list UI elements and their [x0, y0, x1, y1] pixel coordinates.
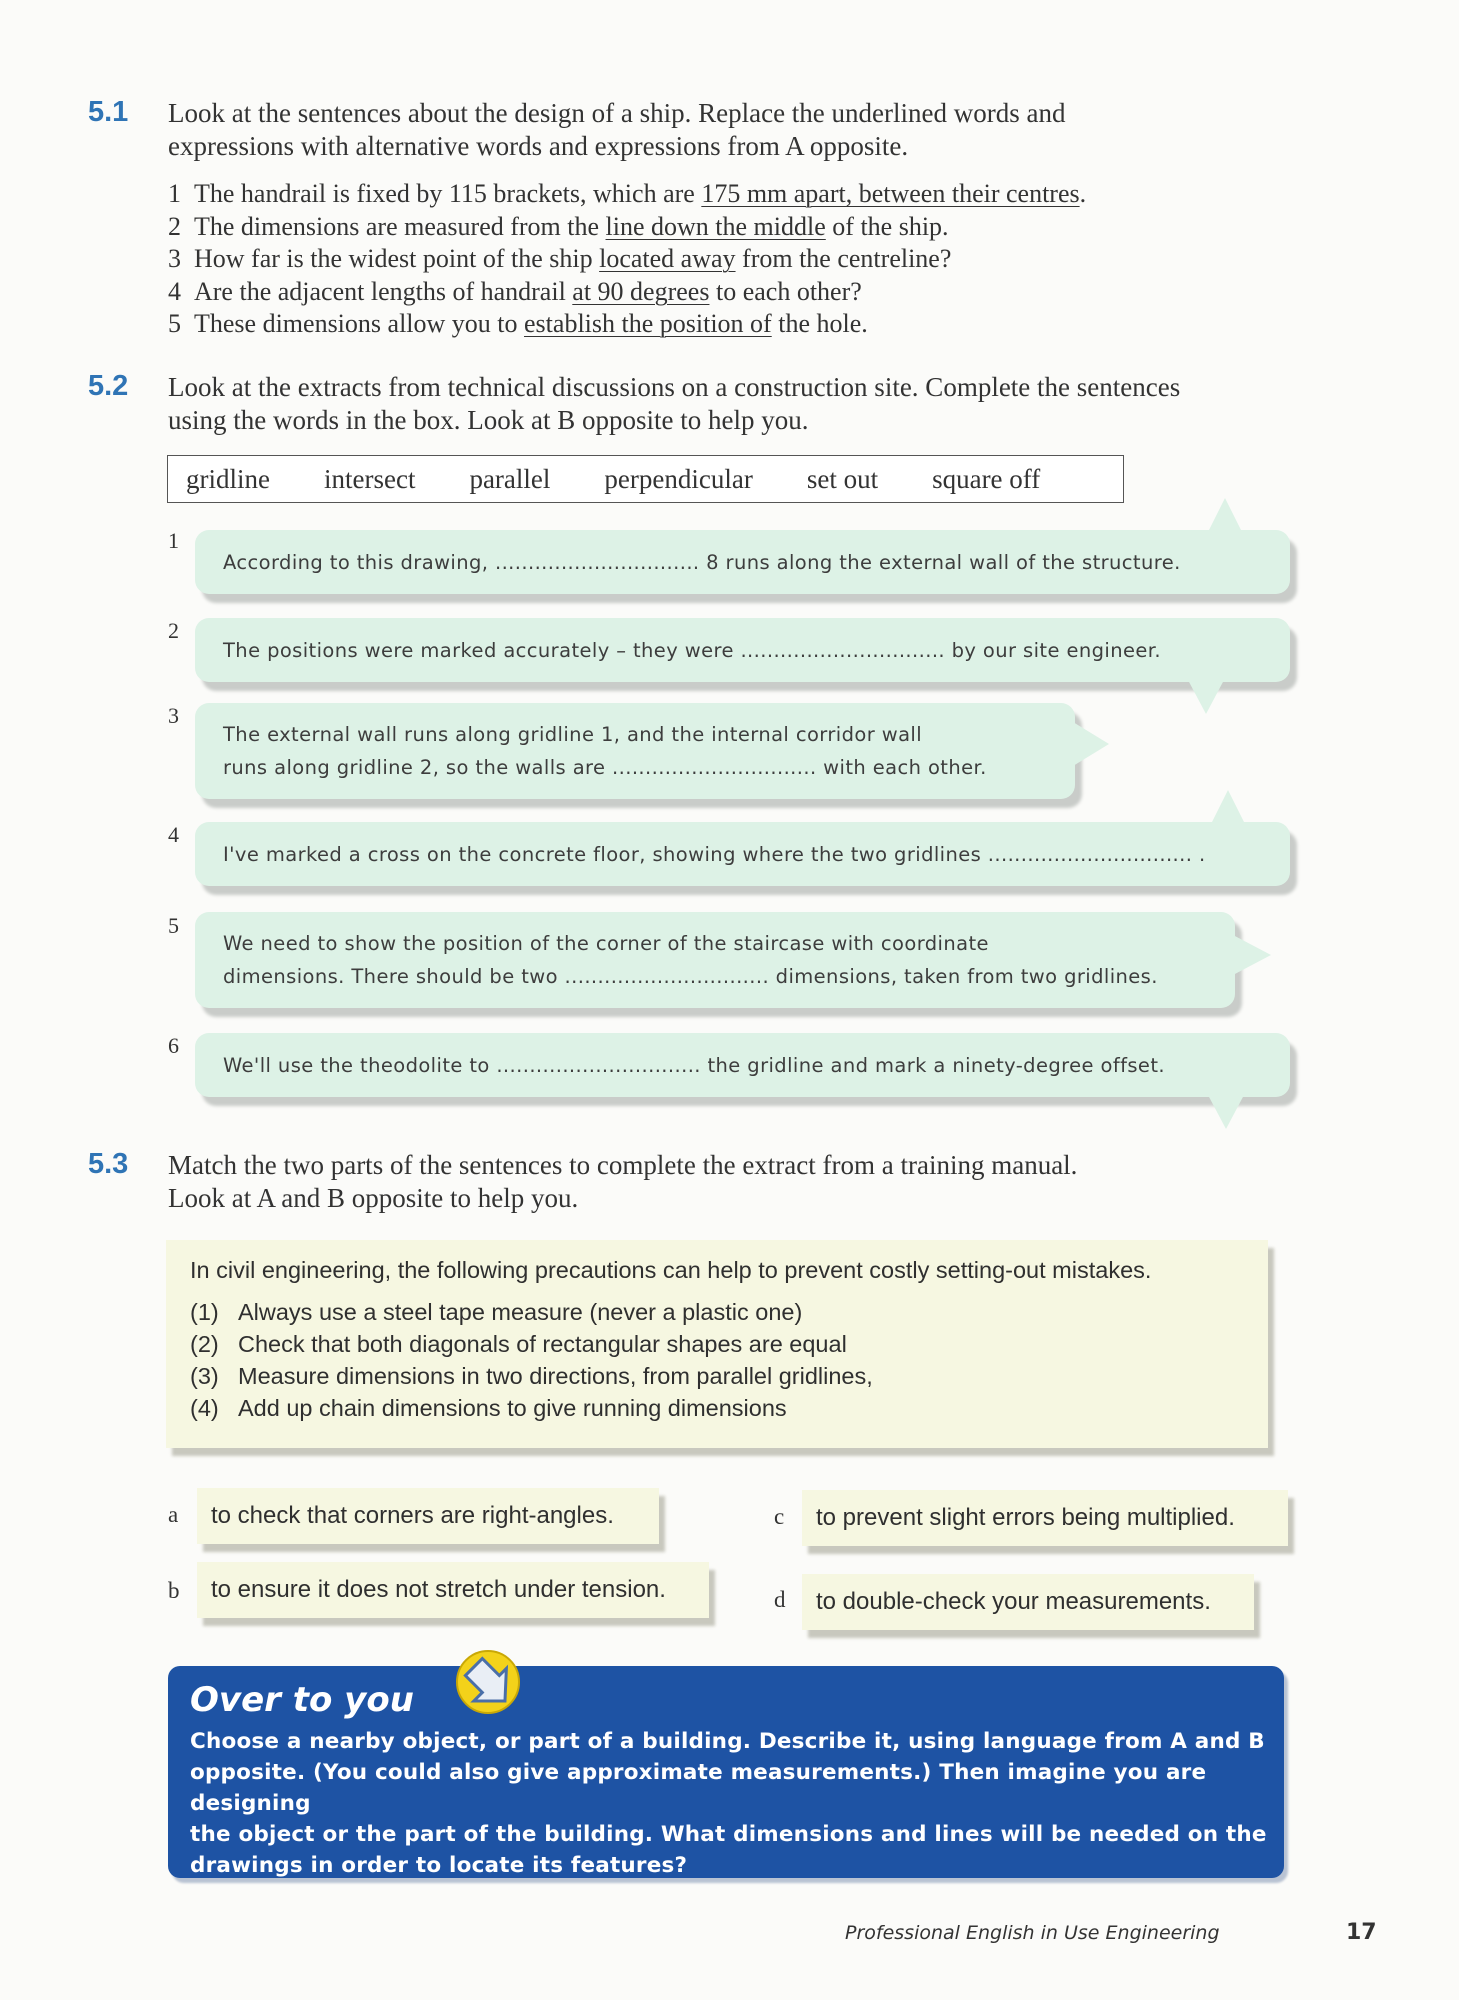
option-letter: c: [774, 1504, 785, 1529]
underlined-expression: establish the position of: [524, 309, 772, 338]
item-text: The dimensions are measured from the: [194, 211, 606, 241]
list-item: [168, 211, 1348, 244]
list-item: [190, 1296, 1268, 1328]
option-text: to prevent slight errors being multiplied.: [816, 1504, 1235, 1531]
exercise-5-1-instruction: [168, 97, 1348, 163]
item-number: 2: [168, 211, 181, 241]
option-d: [802, 1574, 1254, 1630]
page-number: 17: [1346, 1920, 1377, 1945]
speech-bubble: [195, 912, 1235, 1008]
manual-intro: In civil engineering, the following precautions can help to prevent costly setting-out mistakes.: [190, 1257, 1152, 1283]
bubble-line: We'll use the theodolite to ............................... the gridline and mark a ninety-degree offset.: [223, 1053, 1165, 1077]
exercise-5-1-items: [168, 178, 1348, 341]
option-text: to double-check your measurements.: [816, 1588, 1211, 1615]
word-box-item: square off: [932, 463, 1041, 494]
underlined-expression: at 90 degrees: [572, 276, 710, 306]
option-letter: a: [168, 1502, 179, 1527]
over-to-you-line: opposite. (You could also give approximate measurements.) Then imagine you are designing: [190, 1760, 1207, 1816]
speech-tail: [1188, 680, 1224, 714]
over-to-you-text: [190, 1726, 1270, 1881]
speech-tail: [1073, 722, 1109, 766]
item-number: 5: [168, 309, 181, 338]
instruction-line: Match the two parts of the sentences to complete the extract from a training manual.: [168, 1150, 1078, 1180]
training-manual-extract: [166, 1240, 1268, 1448]
item-text: These dimensions allow you to: [194, 309, 525, 338]
option-b: [197, 1562, 709, 1618]
item-text: Add up chain dimensions to give running dimensions: [238, 1395, 787, 1421]
option-c: [802, 1490, 1288, 1546]
bubble-number: 5: [168, 913, 179, 938]
list-item: [168, 243, 1348, 276]
book-title: Professional English in Use Engineering: [845, 1922, 1220, 1944]
bubble-number: 4: [168, 822, 179, 847]
list-item: [190, 1392, 1268, 1424]
exercise-5-2-instruction: [168, 371, 1368, 437]
bubble-line: dimensions. There should be two ............................... dimensions, taken from two gridlines.: [223, 965, 1158, 988]
speech-bubble: [195, 530, 1290, 594]
speech-bubble: [195, 822, 1290, 886]
bubble-line: The positions were marked accurately – they were ............................... by our site engineer.: [223, 638, 1161, 662]
over-to-you-line: Choose a nearby object, or part of a building. Describe it, using language from A and B: [190, 1729, 1265, 1754]
bubble-line: runs along gridline 2, so the walls are ............................... with each other.: [223, 756, 987, 779]
list-item: [190, 1328, 1268, 1360]
item-number: (1): [190, 1299, 219, 1325]
instruction-line: using the words in the box. Look at B opposite to help you.: [168, 405, 809, 435]
item-text: Check that both diagonals of rectangular shapes are equal: [238, 1331, 847, 1357]
underlined-expression: located away: [599, 244, 736, 273]
speech-bubble: [195, 618, 1290, 682]
item-number: (4): [190, 1395, 219, 1421]
option-letter: d: [774, 1587, 786, 1612]
underlined-expression: line down the middle: [605, 211, 826, 241]
bubble-line: I've marked a cross on the concrete floor, showing where the two gridlines ............................... .: [223, 842, 1206, 866]
speech-tail: [1208, 1095, 1244, 1129]
item-number: 1: [168, 179, 181, 208]
item-number: (3): [190, 1363, 219, 1389]
item-text: to each other?: [709, 276, 862, 306]
option-text: to check that corners are right-angles.: [211, 1502, 614, 1529]
underlined-expression: 175 mm apart, between their centres: [701, 179, 1080, 208]
word-box-item: gridline: [186, 463, 270, 494]
word-box-item: set out: [806, 463, 879, 494]
bubble-line: The external wall runs along gridline 1, and the internal corridor wall: [223, 723, 923, 746]
item-number: 4: [168, 276, 181, 306]
word-box: [167, 455, 1124, 503]
instruction-line: Look at the extracts from technical discussions on a construction site. Complete the sentences: [168, 372, 1181, 402]
exercise-5-3-instruction: [168, 1149, 1368, 1215]
word-box-item: perpendicular: [604, 463, 753, 494]
instruction-line: expressions with alternative words and expressions from A opposite.: [168, 131, 909, 161]
word-box-item: intersect: [323, 463, 416, 494]
item-text: Measure dimensions in two directions, from parallel gridlines,: [238, 1363, 873, 1389]
bubble-line: We need to show the position of the corner of the staircase with coordinate: [223, 932, 989, 955]
bubble-number: 3: [168, 703, 179, 728]
over-to-you-line: drawings in order to locate its features?: [190, 1853, 688, 1878]
exercise-number-5-1: 5.1: [88, 96, 129, 128]
list-item: [168, 178, 1348, 211]
arrow-down-icon: [452, 1648, 524, 1720]
bubble-number: 2: [168, 618, 179, 643]
list-item: [168, 308, 1348, 341]
item-text: Always use a steel tape measure (never a plastic one): [238, 1299, 803, 1325]
word-box-item: parallel: [469, 463, 551, 494]
bubble-number: 6: [168, 1033, 179, 1058]
exercise-number-5-2: 5.2: [88, 370, 129, 402]
option-a: [197, 1488, 659, 1544]
speech-tail: [1207, 498, 1243, 534]
item-text: the hole.: [771, 309, 868, 338]
option-letter: b: [168, 1578, 180, 1603]
list-item: [190, 1360, 1268, 1392]
bubble-line: According to this drawing, ............................... 8 runs along the external wall of the structure.: [223, 550, 1181, 574]
instruction-line: Look at the sentences about the design of a ship. Replace the underlined words and: [168, 98, 1066, 128]
item-text: Are the adjacent lengths of handrail: [194, 276, 573, 306]
over-to-you-line: the object or the part of the building. What dimensions and lines will be needed on the: [190, 1822, 1267, 1847]
item-number: 3: [168, 244, 181, 273]
item-number: (2): [190, 1331, 219, 1357]
item-text: of the ship.: [825, 211, 949, 241]
over-to-you-panel: [168, 1666, 1284, 1878]
item-text: How far is the widest point of the ship: [194, 244, 600, 273]
over-to-you-title: Over to you: [190, 1680, 414, 1720]
bubble-number: 1: [168, 528, 179, 553]
exercise-number-5-3: 5.3: [88, 1148, 129, 1180]
item-text: from the centreline?: [735, 244, 952, 273]
item-text: .: [1079, 179, 1087, 208]
speech-tail: [1233, 935, 1271, 975]
instruction-line: Look at A and B opposite to help you.: [168, 1183, 579, 1213]
speech-bubble: [195, 703, 1075, 799]
speech-bubble: [195, 1033, 1290, 1097]
speech-tail: [1210, 790, 1246, 826]
item-text: The handrail is fixed by 115 brackets, which are: [194, 179, 702, 208]
option-text: to ensure it does not stretch under tension.: [211, 1576, 666, 1603]
list-item: [168, 276, 1348, 309]
